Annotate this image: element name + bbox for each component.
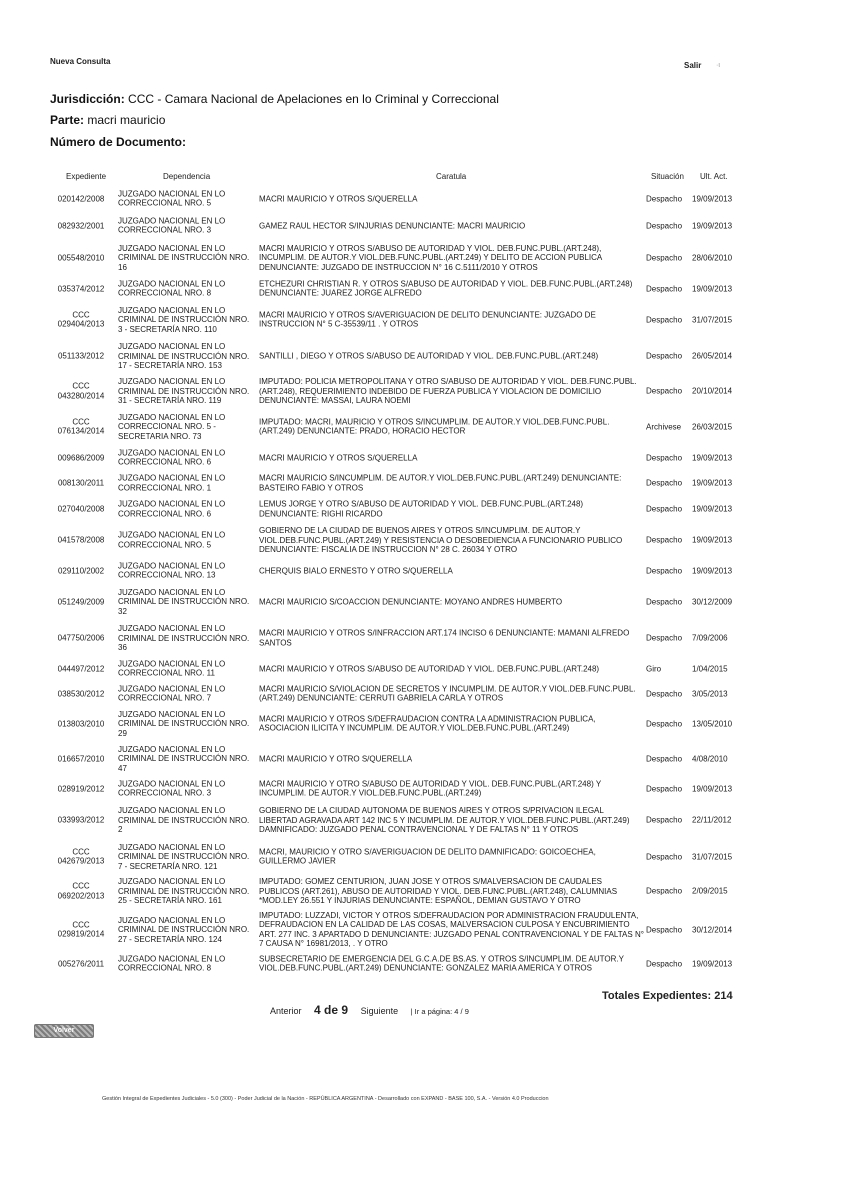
dependencia-cell: JUZGADO NACIONAL EN LO CORRECCIONAL NRO. 8	[118, 954, 226, 973]
caratula-cell: MACRI MAURICIO S/INCUMPLIM. DE AUTOR.Y VIOL.DEB.FUNC.PUBL.(ART.249) DENUNCIANTE: BASTEIRO FABIO Y OTROS	[259, 473, 622, 492]
dependencia-cell: JUZGADO NACIONAL EN LO CORRECCIONAL NRO. 1	[118, 473, 226, 492]
table-row[interactable]	[0, 656, 844, 681]
expediente-cell[interactable]: 013803/2010	[57, 718, 105, 728]
table-row[interactable]	[0, 801, 844, 839]
situacion-cell: Despacho	[646, 886, 683, 896]
numero-documento-label: Número de Documento:	[50, 135, 187, 149]
dependencia-cell: JUZGADO NACIONAL EN LO CRIMINAL DE INSTRUCCIÓN NRO. 2	[118, 805, 250, 834]
dependencia-cell: JUZGADO NACIONAL EN LO CRIMINAL DE INSTRUCCIÓN NRO. 17 - SECRETARÍA NRO. 153	[118, 341, 250, 370]
table-row[interactable]	[0, 338, 844, 374]
dependencia-cell: JUZGADO NACIONAL EN LO CORRECCIONAL NRO. 7	[118, 684, 226, 703]
caratula-cell: MACRI MAURICIO Y OTRO S/QUERELLA	[259, 753, 413, 763]
caratula-cell: MACRI MAURICIO Y OTROS S/AVERIGUACION DE DELITO DENUNCIANTE: JUZGADO DE INSTRUCCION N° 5 C-35539/11 . Y OTROS	[259, 310, 596, 329]
situacion-cell: Despacho	[646, 193, 683, 203]
situacion-cell: Despacho	[646, 633, 683, 643]
situacion-cell: Despacho	[646, 452, 683, 462]
table-row[interactable]	[0, 681, 844, 706]
header-ult-act: Ult. Act.	[700, 172, 728, 181]
caratula-cell: MACRI MAURICIO S/VIOLACION DE SECRETOS Y INCUMPLIM. DE AUTOR.Y VIOL.DEB.FUNC.PUBL. (ART.249) DENUNCIANTE: CERRUTI GABRIELA CARLA Y OTROS	[259, 684, 636, 703]
caratula-cell: GOBIERNO DE LA CIUDAD DE BUENOS AIRES Y OTROS S/INCUMPLIM. DE AUTOR.Y VIOL.DEB.FUNC.PUBL.(ART.249) Y RESISTENCIA O DESOBEDIENCIA A FUNCIONARIO PUBLICO DENUNCIANTE: FISCALIA DE INSTRUCCION N° 28 C. 26034 Y OTRO	[259, 525, 623, 554]
dependencia-cell: JUZGADO NACIONAL EN LO CORRECCIONAL NRO. 11	[118, 659, 226, 678]
expediente-cell[interactable]: 038530/2012	[57, 688, 105, 698]
caratula-cell: MACRI MAURICIO Y OTRO S/ABUSO DE AUTORIDAD Y VIOL. DEB.FUNC.PUBL.(ART.248) Y INCUMPLIM. DE AUTOR.Y VIOL.DEB.FUNC.PUBL.(ART.249)	[259, 779, 602, 798]
previous-page-link[interactable]: Anterior	[270, 1006, 302, 1016]
expediente-cell[interactable]: 005276/2011	[57, 958, 105, 968]
situacion-cell: Giro	[646, 663, 662, 673]
caratula-cell: CHERQUIS BIALO ERNESTO Y OTRO S/QUERELLA	[259, 565, 453, 575]
situacion-cell: Despacho	[646, 815, 683, 825]
situacion-cell: Despacho	[646, 924, 683, 934]
dependencia-cell: JUZGADO NACIONAL EN LO CRIMINAL DE INSTRUCCIÓN NRO. 31 - SECRETARÍA NRO. 119	[118, 376, 250, 405]
expediente-cell[interactable]: 051249/2009	[57, 596, 105, 606]
expediente-cell[interactable]: CCC 043280/2014	[57, 381, 105, 400]
table-row[interactable]	[0, 741, 844, 776]
ult-act-cell: 20/10/2014	[692, 386, 733, 396]
dependencia-cell: JUZGADO NACIONAL EN LO CORRECCIONAL NRO. 3	[118, 779, 226, 798]
dependencia-cell: JUZGADO NACIONAL EN LO CORRECCIONAL NRO. 6	[118, 448, 226, 467]
situacion-cell: Archivese	[646, 421, 682, 431]
expediente-cell[interactable]: 044497/2012	[57, 663, 105, 673]
expediente-cell[interactable]: 035374/2012	[57, 283, 105, 293]
expediente-cell[interactable]: 009686/2009	[57, 452, 105, 462]
logout-mark: ·ι	[716, 62, 720, 69]
table-row[interactable]	[0, 874, 844, 908]
ult-act-cell: 19/09/2013	[692, 478, 733, 488]
situacion-cell: Despacho	[646, 718, 683, 728]
ult-act-cell: 19/09/2013	[692, 535, 733, 545]
jurisdiccion-row	[50, 92, 499, 106]
caratula-cell: MACRI MAURICIO S/COACCION DENUNCIANTE: MOYANO ANDRES HUMBERTO	[259, 596, 563, 606]
caratula-cell: MACRI MAURICIO Y OTROS S/DEFRAUDACION CONTRA LA ADMINISTRACION PUBLICA, ASOCIACION ILICITA Y INCUMPLIM. DE AUTOR.Y VIOL.DEB.FUNC.PUBL.(ART.249)	[259, 714, 596, 733]
situacion-cell: Despacho	[646, 688, 683, 698]
expediente-cell[interactable]: CCC 029404/2013	[57, 310, 105, 329]
dependencia-cell: JUZGADO NACIONAL EN LO CORRECCIONAL NRO. 6	[118, 499, 226, 518]
situacion-cell: Despacho	[646, 314, 683, 324]
current-page: 4 de 9	[314, 1003, 349, 1017]
totals-value: 214	[714, 990, 733, 1002]
go-to-page[interactable]: | Ir a página: 4 / 9	[410, 1007, 469, 1016]
ult-act-cell: 19/09/2013	[692, 958, 733, 968]
caratula-cell: GAMEZ RAUL HECTOR S/INJURIAS DENUNCIANTE: MACRI MAURICIO	[259, 220, 526, 230]
expediente-cell[interactable]: CCC 029819/2014	[57, 920, 105, 939]
ult-act-cell: 3/05/2013	[692, 688, 728, 698]
header-expediente: Expediente	[66, 172, 107, 181]
dependencia-cell: JUZGADO NACIONAL EN LO CRIMINAL DE INSTRUCCIÓN NRO. 27 - SECRETARÍA NRO. 124	[118, 915, 250, 944]
table-row[interactable]	[0, 908, 844, 951]
logout-link[interactable]: Salir	[684, 61, 702, 70]
ult-act-cell: 26/05/2014	[692, 351, 733, 361]
ult-act-cell: 19/09/2013	[692, 220, 733, 230]
situacion-cell: Despacho	[646, 478, 683, 488]
expediente-cell[interactable]: 051133/2012	[57, 351, 105, 361]
situacion-cell: Despacho	[646, 596, 683, 606]
dependencia-cell: JUZGADO NACIONAL EN LO CRIMINAL DE INSTRUCCIÓN NRO. 7 - SECRETARÍA NRO. 121	[118, 842, 250, 871]
dependencia-cell: JUZGADO NACIONAL EN LO CORRECCIONAL NRO. 13	[118, 561, 226, 580]
table-row[interactable]	[0, 185, 844, 212]
table-row[interactable]	[0, 620, 844, 656]
next-page-link[interactable]: Siguiente	[360, 1006, 399, 1016]
expediente-cell[interactable]: 082932/2001	[57, 220, 105, 230]
header-situacion: Situación	[651, 172, 684, 181]
parte-row	[50, 113, 165, 127]
dependencia-cell: JUZGADO NACIONAL EN LO CORRECCIONAL NRO. 5	[118, 530, 226, 549]
situacion-cell: Despacho	[646, 565, 683, 575]
caratula-cell: SUBSECRETARIO DE EMERGENCIA DEL G.C.A.DE BS.AS. Y OTROS S/INCUMPLIM. DE AUTOR.Y VIOL.DEB.FUNC.PUBL.(ART.249) DENUNCIANTE: GONZALEZ MARIA AMERICA Y OTROS	[259, 954, 624, 973]
caratula-cell: LEMUS JORGE Y OTRO S/ABUSO DE AUTORIDAD Y VIOL. DEB.FUNC.PUBL.(ART.248) DENUNCIANTE: RIGHI RICARDO	[259, 499, 584, 518]
parte-label: Parte:	[50, 113, 85, 127]
expediente-cell[interactable]: 033993/2012	[57, 815, 105, 825]
back-button[interactable]: Volver	[34, 1024, 94, 1038]
dependencia-cell: JUZGADO NACIONAL EN LO CORRECCIONAL NRO. 5	[118, 189, 226, 208]
ult-act-cell: 31/07/2015	[692, 314, 733, 324]
ult-act-cell: 19/09/2013	[692, 504, 733, 514]
expediente-cell[interactable]: 029110/2002	[57, 565, 105, 575]
dependencia-cell: JUZGADO NACIONAL EN LO CRIMINAL DE INSTRUCCIÓN NRO. 47	[118, 744, 250, 773]
dependencia-cell: JUZGADO NACIONAL EN LO CRIMINAL DE INSTRUCCIÓN NRO. 25 - SECRETARÍA NRO. 161	[118, 876, 250, 905]
caratula-cell: GOBIERNO DE LA CIUDAD AUTONOMA DE BUENOS AIRES Y OTROS S/PRIVACION ILEGAL LIBERTAD AGRAVADA ART 142 INC 5 Y INCUMPLIM. DE AUTOR.Y VIOL.DEB.FUNC.PUBL.(ART.249) DAMNIFICADO: JUZGADO PENAL CONTRAVENCIONAL Y DE FALTAS N° 11 Y OTROS	[259, 805, 630, 834]
caratula-cell: IMPUTADO: LUZZADI, VICTOR Y OTROS S/DEFRAUDACION POR ADMINISTRACION FRAUDULENTA, DEFRAUDACION EN LA CALIDAD DE LAS COSAS, MALVERSACION CULPOSA Y ENCUBRIMIENTO ART. 277 INC. 3 APARTADO D DENUNCIANTE: JUZGADO PENAL CONTRAVENCIONAL Y DE FALTAS N° 7 CAUSA N° 16981/2013, . Y OTRO	[259, 910, 644, 948]
situacion-cell: Despacho	[646, 753, 683, 763]
table-row[interactable]	[0, 522, 844, 558]
caratula-cell: MACRI MAURICIO Y OTROS S/QUERELLA	[259, 452, 418, 462]
footer-text: Gestión Integral de Expedientes Judiciales - 5.0 (300) - Poder Judicial de la Nación - REPÚBLICA ARGENTINA - Desarrollado con EXPAND - BASE 100, S.A. - Versión 4.0 Produccion	[102, 1096, 549, 1102]
caratula-cell: MACRI MAURICIO Y OTROS S/INFRACCION ART.174 INCISO 6 DENUNCIANTE: MAMANI ALFREDO SANTOS	[259, 628, 630, 647]
situacion-cell: Despacho	[646, 283, 683, 293]
dependencia-cell: JUZGADO NACIONAL EN LO CRIMINAL DE INSTRUCCIÓN NRO. 3 - SECRETARÍA NRO. 110	[118, 305, 250, 334]
expediente-cell[interactable]: 005548/2010	[57, 252, 105, 262]
table-row[interactable]	[0, 951, 844, 976]
pagination	[270, 1003, 469, 1017]
table-row[interactable]	[0, 374, 844, 408]
dependencia-cell: JUZGADO NACIONAL EN LO CRIMINAL DE INSTRUCCIÓN NRO. 29	[118, 709, 250, 738]
caratula-cell: MACRI MAURICIO Y OTROS S/ABUSO DE AUTORIDAD Y VIOL. DEB.FUNC.PUBL.(ART.248)	[259, 663, 600, 673]
ult-act-cell: 4/08/2010	[692, 753, 728, 763]
table-row[interactable]	[0, 470, 844, 496]
table-row[interactable]	[0, 445, 844, 470]
totals	[602, 990, 733, 1002]
ult-act-cell: 30/12/2014	[692, 924, 733, 934]
ult-act-cell: 19/09/2013	[692, 193, 733, 203]
table-row[interactable]	[0, 301, 844, 338]
ult-act-cell: 28/06/2010	[692, 252, 733, 262]
ult-act-cell: 19/09/2013	[692, 283, 733, 293]
ult-act-cell: 19/09/2013	[692, 565, 733, 575]
table-row[interactable]	[0, 212, 844, 239]
situacion-cell: Despacho	[646, 220, 683, 230]
situacion-cell: Despacho	[646, 252, 683, 262]
table-row[interactable]	[0, 558, 844, 583]
ult-act-cell: 19/09/2013	[692, 452, 733, 462]
expediente-cell[interactable]: CCC 076134/2014	[57, 417, 105, 436]
ult-act-cell: 1/04/2015	[692, 663, 728, 673]
ult-act-cell: 7/09/2006	[692, 633, 728, 643]
dependencia-cell: JUZGADO NACIONAL EN LO CORRECCIONAL NRO. 5 - SECRETARIA NRO. 73	[118, 412, 226, 441]
caratula-cell: IMPUTADO: MACRI, MAURICIO Y OTROS S/INCUMPLIM. DE AUTOR.Y VIOL.DEB.FUNC.PUBL. (ART.249) DENUNCIANTE: PRADO, HORACIO HECTOR	[259, 417, 610, 436]
caratula-cell: MACRI MAURICIO Y OTROS S/QUERELLA	[259, 193, 418, 203]
expediente-cell[interactable]: 028919/2012	[57, 783, 105, 793]
header-dependencia: Dependencia	[163, 172, 211, 181]
expediente-cell[interactable]: 020142/2008	[57, 193, 105, 203]
table-row[interactable]	[0, 706, 844, 741]
situacion-cell: Despacho	[646, 504, 683, 514]
ult-act-cell: 22/11/2012	[692, 815, 732, 825]
ult-act-cell: 31/07/2015	[692, 851, 733, 861]
parte-value: macri mauricio	[87, 113, 166, 127]
situacion-cell: Despacho	[646, 351, 683, 361]
caratula-cell: SANTILLI , DIEGO Y OTROS S/ABUSO DE AUTORIDAD Y VIOL. DEB.FUNC.PUBL.(ART.248)	[259, 351, 599, 361]
expediente-cell[interactable]: CCC 042679/2013	[57, 847, 105, 866]
jurisdiccion-label: Jurisdicción:	[50, 92, 125, 106]
table-row[interactable]	[0, 496, 844, 522]
dependencia-cell: JUZGADO NACIONAL EN LO CRIMINAL DE INSTRUCCIÓN NRO. 16	[118, 243, 250, 272]
dependencia-cell: JUZGADO NACIONAL EN LO CORRECCIONAL NRO. 3	[118, 216, 226, 235]
table-row[interactable]	[0, 408, 844, 445]
caratula-cell: MACRI, MAURICIO Y OTRO S/AVERIGUACION DE DELITO DAMNIFICADO: GOICOECHEA, GUILLERMO JAVIER	[259, 847, 596, 866]
header-caratula: Caratula	[436, 172, 467, 181]
jurisdiccion-value: CCC - Camara Nacional de Apelaciones en lo Criminal y Correccional	[128, 92, 499, 106]
expediente-cell[interactable]: 008130/2011	[57, 478, 105, 488]
situacion-cell: Despacho	[646, 851, 683, 861]
ult-act-cell: 13/05/2010	[692, 718, 733, 728]
dependencia-cell: JUZGADO NACIONAL EN LO CORRECCIONAL NRO. 8	[118, 279, 226, 298]
situacion-cell: Despacho	[646, 386, 683, 396]
expediente-cell[interactable]: CCC 069202/2013	[57, 881, 105, 900]
ult-act-cell: 30/12/2009	[692, 596, 733, 606]
ult-act-cell: 26/03/2015	[692, 421, 733, 431]
caratula-cell: IMPUTADO: GOMEZ CENTURION, JUAN JOSE Y OTROS S/MALVERSACION DE CAUDALES PUBLICOS (ART.261), ABUSO DE AUTORIDAD Y VIOL. DEB.FUNC.PUBL.(ART.248), CALUMNIAS *MOD.LEY 26.551 Y INJURIAS DENUNCIANTE: ESPAÑOL, DEMIAN GUSTAVO Y OTRO	[259, 876, 618, 905]
dependencia-cell: JUZGADO NACIONAL EN LO CRIMINAL DE INSTRUCCIÓN NRO. 32	[118, 587, 250, 616]
ult-act-cell: 2/09/2015	[692, 886, 728, 896]
situacion-cell: Despacho	[646, 783, 683, 793]
table-row[interactable]	[0, 583, 844, 620]
table-row[interactable]	[0, 276, 844, 301]
table-row[interactable]	[0, 239, 844, 276]
results-table	[0, 185, 844, 976]
situacion-cell: Despacho	[646, 958, 683, 968]
expediente-cell[interactable]: 016657/2010	[57, 753, 105, 763]
caratula-cell: ETCHEZURI CHRISTIAN R. Y OTROS S/ABUSO DE AUTORIDAD Y VIOL. DEB.FUNC.PUBL.(ART.248) DENUNCIANTE: JUAREZ JORGE ALFREDO	[259, 279, 633, 298]
caratula-cell: MACRI MAURICIO Y OTROS S/ABUSO DE AUTORIDAD Y VIOL. DEB.FUNC.PUBL.(ART.248), INCUMPLIM. DE AUTOR.Y VIOL.DEB.FUNC.PUBL.(ART.249) Y DELITO DE ACCION PUBLICA DENUNCIANTE: JUZGADO DE INSTRUCCION N° 16 C.5111/2010 Y OTROS	[259, 243, 602, 272]
table-row[interactable]	[0, 776, 844, 801]
new-query-link[interactable]: Nueva Consulta	[50, 57, 111, 66]
situacion-cell: Despacho	[646, 535, 683, 545]
expediente-cell[interactable]: 047750/2006	[57, 633, 105, 643]
ult-act-cell: 19/09/2013	[692, 783, 733, 793]
caratula-cell: IMPUTADO: POLICIA METROPOLITANA Y OTRO S/ABUSO DE AUTORIDAD Y VIOL. DEB.FUNC.PUBL. (ART.248), REQUERIMIENTO INDEBIDO DE FUERZA PUBLICA Y VIOLACION DE DOMICILIO DENUNCIANTE: MASSAI, LAURA NOEMI	[259, 376, 637, 405]
table-row[interactable]	[0, 839, 844, 874]
totals-label: Totales Expedientes:	[602, 990, 712, 1002]
expediente-cell[interactable]: 027040/2008	[57, 504, 105, 514]
dependencia-cell: JUZGADO NACIONAL EN LO CRIMINAL DE INSTRUCCIÓN NRO. 36	[118, 623, 250, 652]
expediente-cell[interactable]: 041578/2008	[57, 535, 105, 545]
